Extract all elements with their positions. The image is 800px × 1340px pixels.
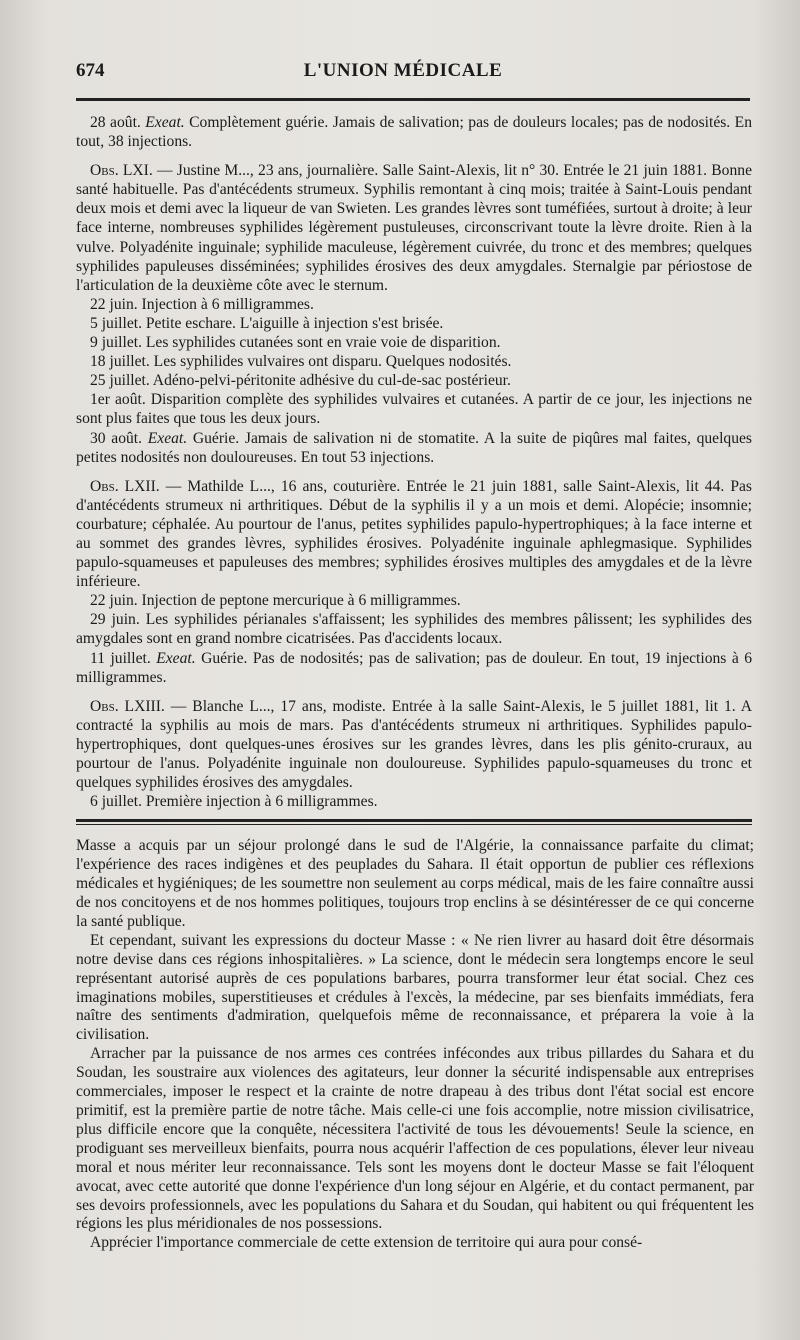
article-paragraph: Apprécier l'importance commerciale de cette extension de territoire qui aura pour consé-	[90, 1234, 643, 1252]
case-observations	[76, 113, 752, 811]
page-number: 674	[76, 60, 105, 81]
obs61-entry: 1er août. Disparition complète des syphilides vulvaires et cutanées. A partir de ce jour, les injections ne sont plus faites que tous les deux jours.	[76, 391, 752, 428]
obs61-entry: 22 juin. Injection à 6 milligrammes.	[90, 295, 314, 313]
article-paragraph: Et cependant, suivant les expressions du docteur Masse : « Ne rien livrer au hasard doit être désormais notre devise dans ces régions inhospitalières. » La science, dont le médecin sera longtemps encore le seul représentant autorisé auprès de ces populations barbares, pourra transformer leur état social. Chez ces imaginations mobiles, superstitieuses et crédules à l'excès, la médecine, par ses bienfaits immédiats, fera naître des sentiments d'admiration, quelquefois même de reconnaissance, et préparera la voie à la civilisation.	[76, 931, 754, 1044]
obs61-entry: 25 juillet. Adéno-pelvi-péritonite adhésive du cul-de-sac postérieur.	[90, 372, 511, 390]
obs-61: Obs. LXI. — Justine M..., 23 ans, journalière. Salle Saint-Alexis, lit n° 30. Entrée le 21 juin 1881. Bonne santé habituelle. Pas d'antécédents strumeux. Syphilis remontant à cinq mois; traitée à Saint-Louis pendant deux mois et demi avec la liqueur de van Swieten. Les grandes lèvres sont tuméfiées, surtout à droite; à leur face interne, nombreuses syphilides légèrement pustuleuses, circonscrivant toute la lèvre droite. Rien à la vulve. Polyadénite inguinale; syphilide maculeuse, légèrement cuivrée, du tronc et des membres; quelques syphilides papuleuses disséminées; syphilides érosives des deux amygdales. Sternalgie par périostose de l'articulation de la deuxième côte avec le sternum.	[76, 162, 752, 294]
obs62-conclusion: 11 juillet. Exeat. Guérie. Pas de nodosités; pas de salivation; pas de douleur. En tout, 19 injections à 6 milligrammes.	[76, 649, 753, 686]
obs62-entry: 29 juin. Les syphilides périanales s'affaissent; les syphilides des membres pâlissent; les syphilides des amygdales sont en grand nombre cicatrisées. Pas d'accidents locaux.	[76, 611, 752, 648]
obs61-entry: 5 juillet. Petite eschare. L'aiguille à injection s'est brisée.	[90, 314, 444, 332]
obs61-entry: 9 juillet. Les syphilides cutanées sont en vraie voie de disparition.	[90, 334, 501, 352]
obs62-entry: 22 juin. Injection de peptone mercurique à 6 milligrammes.	[90, 592, 461, 610]
running-title: L'UNION MÉDICALE	[303, 60, 503, 81]
page-header	[76, 60, 760, 90]
article-paragraph: Arracher par la puissance de nos armes ces contrées infécondes aux tribus pillardes du Sahara et du Soudan, les soustraire aux violences des agitateurs, leur donner la sécurité indispensable aux entreprises commerciales, imposer le respect et la crainte de notre drapeau à des tribus dont l'état social est encore primitif, est la première partie de notre tâche. Mais celle-ci une fois accomplie, notre mission civilisatrice, plus difficile encore que la conquête, nécessitera l'activité de tous les dévouements! Seule la science, en prodiguant ses merveilleux bienfaits, pourra nous acquérir l'affection de ces populations, élever leur niveau moral et nous mériter leur reconnaissance. Tels sont les moyens dont le docteur Masse se fait l'éloquent avocat, avec cette autorité que donne l'expérience d'un long séjour en Algérie, et du contact permanent, par ses devoirs professionnels, avec les populations du Sahara et du Soudan, qui habitent ou qui fréquentent les régions les plus méridionales de nos possessions.	[76, 1045, 754, 1233]
review-article	[76, 837, 754, 1253]
obs63-entry: 6 juillet. Première injection à 6 milligrammes.	[90, 793, 378, 811]
article-paragraph: Masse a acquis par un séjour prolongé dans le sud de l'Algérie, la connaissance parfaite du climat; l'expérience des races indigènes et des peuplades du Sahara. Il était opportun de publier ces réflexions médicales et hygiéniques; de les soumettre non seulement au corps médical, mais de les faire connaître aussi de nos concitoyens et de nos hommes politiques, toujours trop enclins à se désintéresser de ce qui concerne la santé publique.	[76, 837, 754, 930]
obs-label: Obs. LXI.	[90, 162, 153, 180]
obs-label: Obs. LXIII.	[90, 697, 165, 715]
obs61-conclusion: 30 août. Exeat. Guérie. Jamais de salivation ni de stomatite. A la suite de piqûres mal faites, quelques petites nodosités non douloureuses. En tout 53 injections.	[76, 429, 753, 466]
obs-label: Obs. LXII.	[90, 477, 160, 495]
obs60-conclusion: 28 août. Exeat. Complètement guérie. Jamais de salivation; pas de douleurs locales; pas de nodosités. En tout, 38 injections.	[76, 114, 752, 151]
section-divider	[76, 819, 752, 825]
header-rule	[76, 98, 750, 101]
obs61-entry: 18 juillet. Les syphilides vulvaires ont disparu. Quelques nodosités.	[90, 353, 512, 371]
obs-63: Obs. LXIII. — Blanche L..., 17 ans, modiste. Entrée à la salle Saint-Alexis, le 5 juillet 1881, lit 1. A contracté la syphilis au mois de mars. Pas d'antécédents strumeux ni arthritiques. Syphilides papulo-hypertrophiques, dont quelques-unes érosives sur les grandes lèvres, dans les plis génito-cruraux, au pourtour de l'anus. Polyadénite inguinale non douloureuse. Syphilides papulo-squameuses du tronc et quelques syphilides érosives des amygdales.	[76, 697, 752, 792]
obs-62: Obs. LXII. — Mathilde L..., 16 ans, couturière. Entrée le 21 juin 1881, salle Saint-Alexis, lit 44. Pas d'antécédents strumeux ni arthritiques. Début de la syphilis il y a un mois et demi. Alopécie; insomnie; courbature; céphalée. Au pourtour de l'anus, petites syphilides papulo-hypertrophiques; à la face interne et au sommet des grandes lèvres, syphilides érosives. Polyadénite inguinale aphlegmasique. Syphilides papulo-squameuses et papuleuses des membres; syphilides érosives multiples des amygdales et de la lèvre inférieure.	[76, 477, 752, 591]
